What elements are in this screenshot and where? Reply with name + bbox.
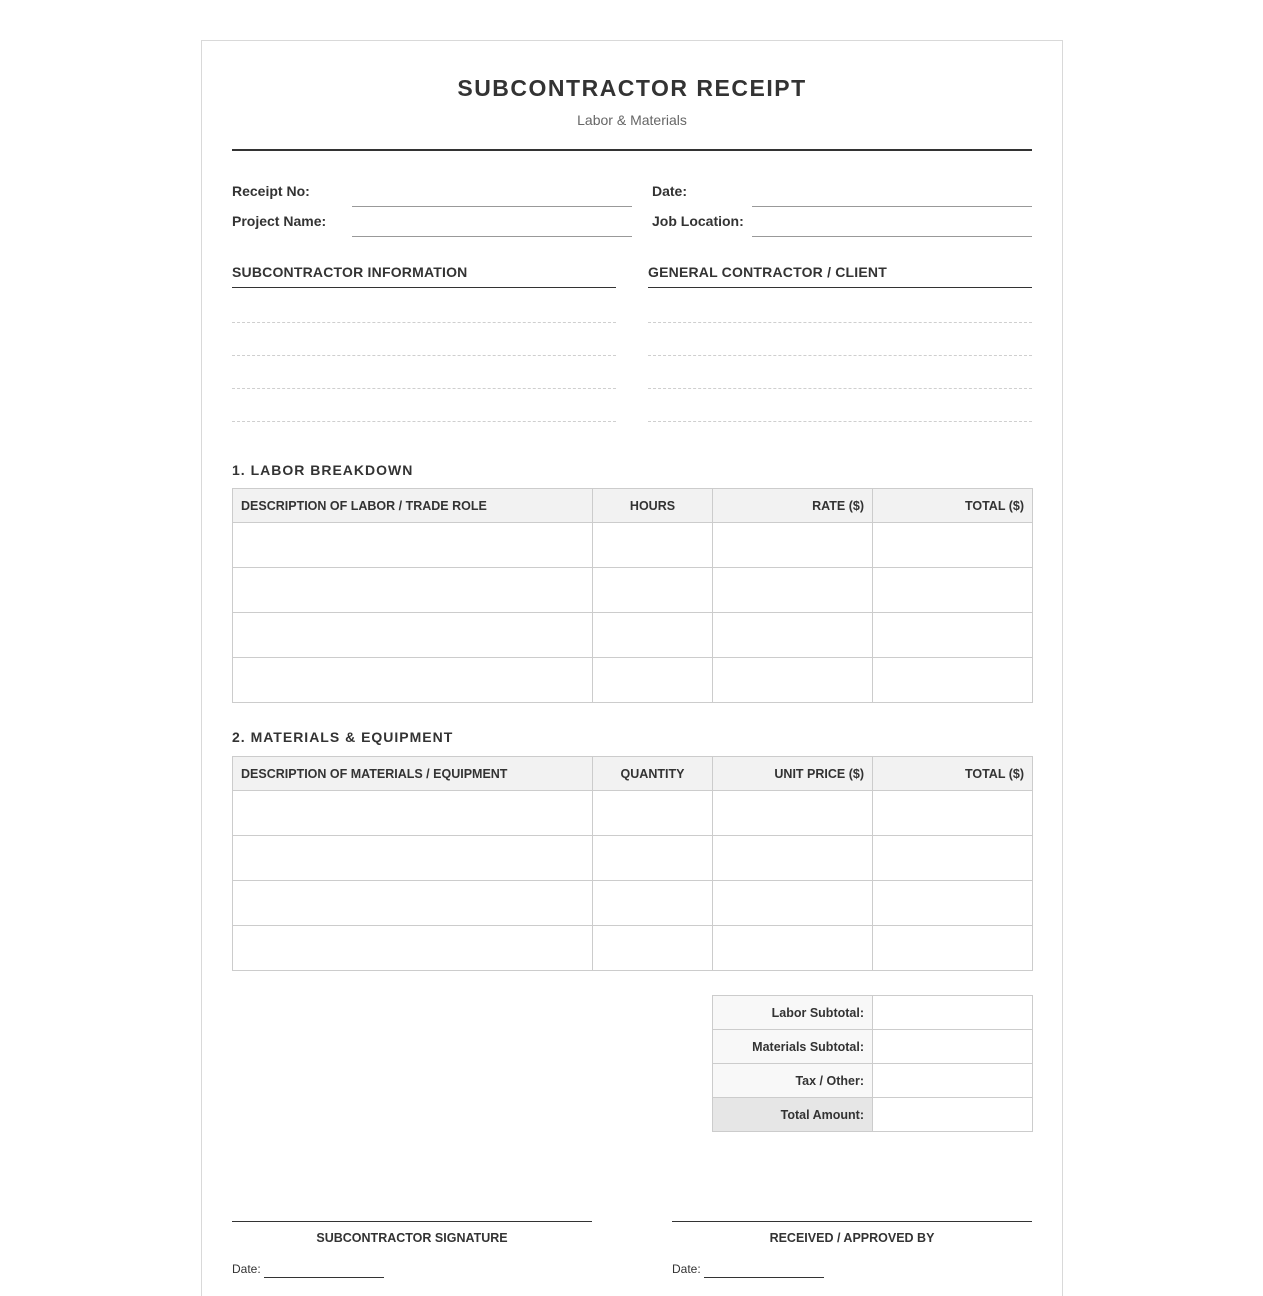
- materials-subtotal-row: [713, 1030, 1033, 1064]
- subcontractor-date-field[interactable]: [264, 1277, 384, 1278]
- approver-date-field[interactable]: [704, 1277, 824, 1278]
- materials-unit-price-cell[interactable]: [713, 791, 873, 836]
- materials-description-cell[interactable]: [233, 881, 593, 926]
- client-line-1[interactable]: [648, 322, 1032, 323]
- labor-total-cell[interactable]: [873, 658, 1033, 703]
- total-amount-row: [713, 1098, 1033, 1132]
- table-row: [233, 791, 1033, 836]
- materials-header-row: [233, 757, 1033, 791]
- labor-description-cell[interactable]: [233, 523, 593, 568]
- client-line-3[interactable]: [648, 388, 1032, 389]
- materials-section-title: 2. MATERIALS & EQUIPMENT: [232, 729, 454, 745]
- subcontractor-signature-label: SUBCONTRACTOR SIGNATURE: [316, 1231, 508, 1245]
- labor-rate-cell[interactable]: [713, 568, 873, 613]
- materials-table: [232, 756, 1033, 971]
- date-field[interactable]: [752, 206, 1032, 207]
- client-info-rule: [648, 287, 1032, 288]
- project-name-field[interactable]: [352, 236, 632, 237]
- materials-quantity-cell[interactable]: [593, 926, 713, 971]
- materials-col-quantity: QUANTITY: [593, 757, 713, 791]
- materials-quantity-cell[interactable]: [593, 791, 713, 836]
- materials-unit-price-cell[interactable]: [713, 881, 873, 926]
- labor-col-hours: HOURS: [593, 489, 713, 523]
- subcontractor-info-rule: [232, 287, 616, 288]
- labor-hours-cell[interactable]: [593, 568, 713, 613]
- tax-other-label: Tax / Other:: [713, 1064, 873, 1098]
- labor-section-title: 1. LABOR BREAKDOWN: [232, 462, 414, 478]
- labor-hours-cell[interactable]: [593, 658, 713, 703]
- client-line-4[interactable]: [648, 421, 1032, 422]
- materials-total-cell[interactable]: [873, 926, 1033, 971]
- table-row: [233, 836, 1033, 881]
- labor-subtotal-label: Labor Subtotal:: [713, 996, 873, 1030]
- labor-description-cell[interactable]: [233, 613, 593, 658]
- labor-total-cell[interactable]: [873, 613, 1033, 658]
- job-location-label: Job Location:: [652, 213, 744, 229]
- materials-unit-price-cell[interactable]: [713, 836, 873, 881]
- subcontractor-info-heading: SUBCONTRACTOR INFORMATION: [232, 264, 468, 280]
- labor-hours-cell[interactable]: [593, 613, 713, 658]
- subcontractor-line-1[interactable]: [232, 322, 616, 323]
- approver-signature-label: RECEIVED / APPROVED BY: [769, 1231, 935, 1245]
- table-row: [233, 523, 1033, 568]
- client-info-heading: GENERAL CONTRACTOR / CLIENT: [648, 264, 887, 280]
- materials-subtotal-value[interactable]: [873, 1030, 1033, 1064]
- table-row: [233, 658, 1033, 703]
- client-line-2[interactable]: [648, 355, 1032, 356]
- date-label: Date:: [652, 183, 688, 199]
- table-row: [233, 926, 1033, 971]
- subcontractor-date-label: Date:: [232, 1262, 261, 1276]
- labor-description-cell[interactable]: [233, 568, 593, 613]
- total-amount-value[interactable]: [873, 1098, 1033, 1132]
- approver-date-label: Date:: [672, 1262, 701, 1276]
- labor-table: [232, 488, 1033, 703]
- labor-rate-cell[interactable]: [713, 613, 873, 658]
- labor-total-cell[interactable]: [873, 568, 1033, 613]
- page-title: SUBCONTRACTOR RECEIPT: [457, 75, 807, 101]
- subcontractor-line-3[interactable]: [232, 388, 616, 389]
- materials-col-description: DESCRIPTION OF MATERIALS / EQUIPMENT: [233, 757, 593, 791]
- approver-signature-line[interactable]: [672, 1221, 1032, 1222]
- receipt-page: [201, 40, 1063, 1296]
- totals-table: [712, 995, 1033, 1132]
- subcontractor-line-4[interactable]: [232, 421, 616, 422]
- materials-total-cell[interactable]: [873, 836, 1033, 881]
- tax-other-value[interactable]: [873, 1064, 1033, 1098]
- labor-header-row: [233, 489, 1033, 523]
- labor-rate-cell[interactable]: [713, 658, 873, 703]
- materials-description-cell[interactable]: [233, 791, 593, 836]
- labor-rate-cell[interactable]: [713, 523, 873, 568]
- table-row: [233, 568, 1033, 613]
- project-name-label: Project Name:: [232, 213, 327, 229]
- labor-subtotal-value[interactable]: [873, 996, 1033, 1030]
- subcontractor-signature-line[interactable]: [232, 1221, 592, 1222]
- materials-quantity-cell[interactable]: [593, 836, 713, 881]
- materials-quantity-cell[interactable]: [593, 881, 713, 926]
- materials-total-cell[interactable]: [873, 791, 1033, 836]
- materials-col-total: TOTAL ($): [873, 757, 1033, 791]
- labor-col-total: TOTAL ($): [873, 489, 1033, 523]
- page-subtitle: Labor & Materials: [577, 112, 687, 128]
- total-amount-label: Total Amount:: [713, 1098, 873, 1132]
- table-row: [233, 613, 1033, 658]
- labor-col-description: DESCRIPTION OF LABOR / TRADE ROLE: [233, 489, 593, 523]
- receipt-no-label: Receipt No:: [232, 183, 310, 199]
- title-divider: [232, 149, 1032, 151]
- materials-unit-price-cell[interactable]: [713, 926, 873, 971]
- subcontractor-line-2[interactable]: [232, 355, 616, 356]
- table-row: [233, 881, 1033, 926]
- materials-col-unit-price: UNIT PRICE ($): [713, 757, 873, 791]
- materials-description-cell[interactable]: [233, 926, 593, 971]
- job-location-field[interactable]: [752, 236, 1032, 237]
- labor-subtotal-row: [713, 996, 1033, 1030]
- tax-other-row: [713, 1064, 1033, 1098]
- materials-subtotal-label: Materials Subtotal:: [713, 1030, 873, 1064]
- receipt-no-field[interactable]: [352, 206, 632, 207]
- materials-total-cell[interactable]: [873, 881, 1033, 926]
- labor-description-cell[interactable]: [233, 658, 593, 703]
- labor-hours-cell[interactable]: [593, 523, 713, 568]
- materials-description-cell[interactable]: [233, 836, 593, 881]
- labor-total-cell[interactable]: [873, 523, 1033, 568]
- labor-col-rate: RATE ($): [713, 489, 873, 523]
